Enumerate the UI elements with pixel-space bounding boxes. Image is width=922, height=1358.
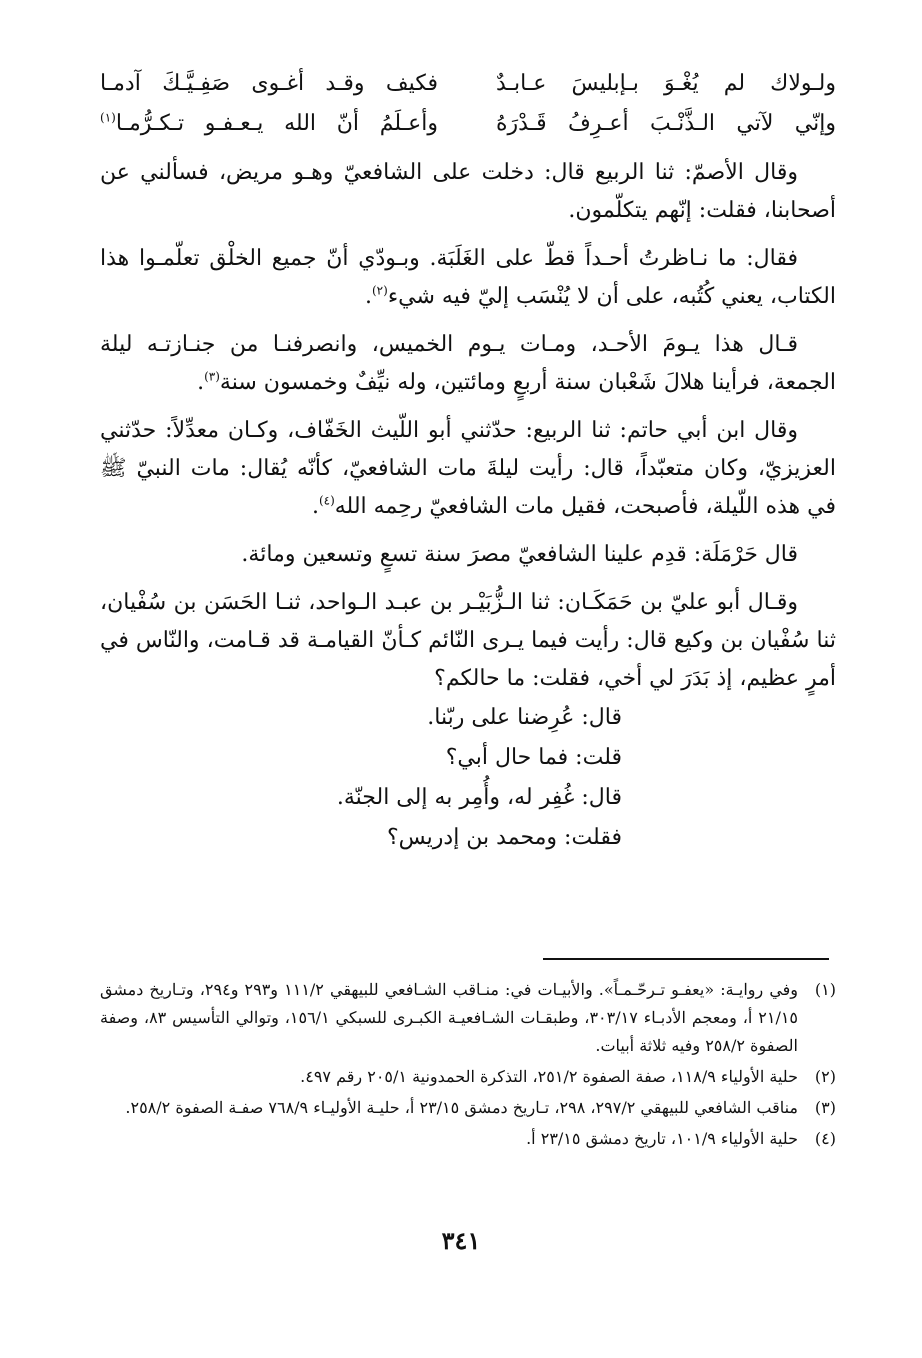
footnote-reference: (١) xyxy=(100,110,116,125)
paragraph-text: قـال هذا يـومَ الأحـد، ومـات يـوم الخميس، وانصرفنـا من جنـازتـه ليلة الجمعة، فرأينا هلالَ شَعْبان سنة أربعٍ ومائتين، وله نيِّفٌ وخمسون سنة xyxy=(100,332,836,395)
footnote xyxy=(100,1125,836,1153)
paragraph-text: فقال: ما نـاظرتُ أحـداً قطّ على الغَلَبَة. وبـودّي أنّ جميع الخلْق تعلّمـوا هذا الكتاب، يعني كُتُبه، على أن لا يُنْسَب إليّ فيه شيء xyxy=(100,246,836,309)
footnote-number: (٣) xyxy=(814,1098,836,1117)
footnote xyxy=(100,1094,836,1122)
footnote-number: (١) xyxy=(814,980,836,999)
footnote-text: حلية الأولياء ١٠١/٩، تاريخ دمشق ٢٣/١٥ أ. xyxy=(526,1129,798,1148)
paragraph-text: وقـال أبو عليّ بن حَمَكَـان: ثنا الـزُّبَيْـر بن عبـد الـواحد، ثنـا الحَسَن بن سُفْيان، ثنا سُفْيان بن وكيع قال: رأيت فيما يـرى النّائم كـأنّ القيامـة قد قـامت، والنّاس في أمرٍ عظيم، إذ بَدَرَ لي أخي، فقلت: ما حالكم؟ xyxy=(100,590,836,691)
paragraph xyxy=(100,326,836,402)
footnote-reference: (٣) xyxy=(204,369,220,384)
dialogue-line: قال: غُفِر له، وأُمِر به إلى الجنّة. xyxy=(336,785,622,810)
verse-line xyxy=(100,64,836,104)
paragraph-tail: . xyxy=(311,494,319,519)
footnote-reference: (٢) xyxy=(371,283,388,298)
verse-first-hemistich: ولـولاك لم يُغْـوَ بـإبليسَ عـابـدٌ xyxy=(496,71,836,96)
paragraph xyxy=(100,536,836,574)
paragraph-text: وقال ابن أبي حاتم: ثنا الربيع: حدّثني أبو اللّيث الخَفّاف، وكـان معدِّلاً: حدّثني العزيزيّ، وكان متعبّداً، قال: رأيت ليلةَ مات الشافعيّ، كأنّه يُقال: مات النبيّ ﷺ في هذه اللّيلة، فأصبحت، فقيل مات الشافعيّ رحِمه الله xyxy=(100,418,836,519)
footnote-text: حلية الأولياء ١١٨/٩، صفة الصفوة ٢٥١/٢، التذكرة الحمدونية ٢٠٥/١ رقم ٤٩٧. xyxy=(300,1067,798,1086)
verse-text: وأعـلَمُ أنّ الله يـعـفـو تـكـرُّمـا xyxy=(115,111,438,136)
footnote-text: وفي روايـة: «يعفـو تـرحّـمـاً». والأبيـات في: منـاقب الشـافعي للبيهقي ١١١/٢ و٢٩٣ و٢٩٤، وتـاريخ دمشق ٢١/١٥ أ، ومعجم الأدبـاء ٣٠٣/١٧، وطبقـات الشـافعيـة الكبـرى للسبكي ١٥٦/١، وتوالي التأسيس ٨٣، وصفة الصفوة ٢٥٨/٢ وفيه ثلاثة أبيات. xyxy=(100,980,799,1055)
footnotes xyxy=(100,976,836,1156)
footnote-separator xyxy=(543,958,829,960)
paragraph-text: وقال الأصمّ: ثنا الربيع قال: دخلت على الشافعيّ وهـو مريض، فسألني عن أصحابنا، فقلت: إنّهم يتكلّمون. xyxy=(100,160,836,223)
dialogue-line: قال: عُرِضنا على ربّنا. xyxy=(427,705,622,730)
paragraph xyxy=(100,584,836,698)
page-number: ٣٤١ xyxy=(441,1226,481,1255)
footnote-number: (٤) xyxy=(814,1129,836,1148)
paragraph xyxy=(100,240,836,316)
footnote xyxy=(100,1063,836,1091)
paragraph xyxy=(100,412,836,526)
footnote-reference: (٤) xyxy=(318,493,335,508)
footnote xyxy=(100,976,836,1060)
footnote-number: (٢) xyxy=(814,1067,836,1086)
verse-second-hemistich: فكيف وقـد أغـوى صَفِـيَّـكَ آدمـا xyxy=(100,71,438,96)
paragraph-tail: . xyxy=(197,370,205,395)
verse-line xyxy=(100,104,836,144)
footnote-text: مناقب الشافعي للبيهقي ٢٩٧/٢، ٢٩٨، تـاريخ دمشق ٢٣/١٥ أ، حليـة الأوليـاء ٧٦٨/٩ صفـة الصفوة ٢٥٨/٢. xyxy=(125,1098,798,1117)
dialogue-line: فقلت: ومحمد بن إدريس؟ xyxy=(386,825,622,850)
paragraph xyxy=(100,154,836,230)
paragraph-text: قال حَرْمَلَة: قدِم علينا الشافعيّ مصرَ سنة تسعٍ وتسعين ومائة. xyxy=(241,542,798,567)
verse-second-hemistich xyxy=(100,104,438,144)
dialogue-line: قلت: فما حال أبي؟ xyxy=(445,745,622,770)
main-text xyxy=(100,64,836,858)
verse-first-hemistich: وإنّي لآتي الـذَّنْـبَ أعـرِفُ قَـدْرَهُ xyxy=(496,111,836,136)
paragraph-tail: . xyxy=(364,284,372,309)
